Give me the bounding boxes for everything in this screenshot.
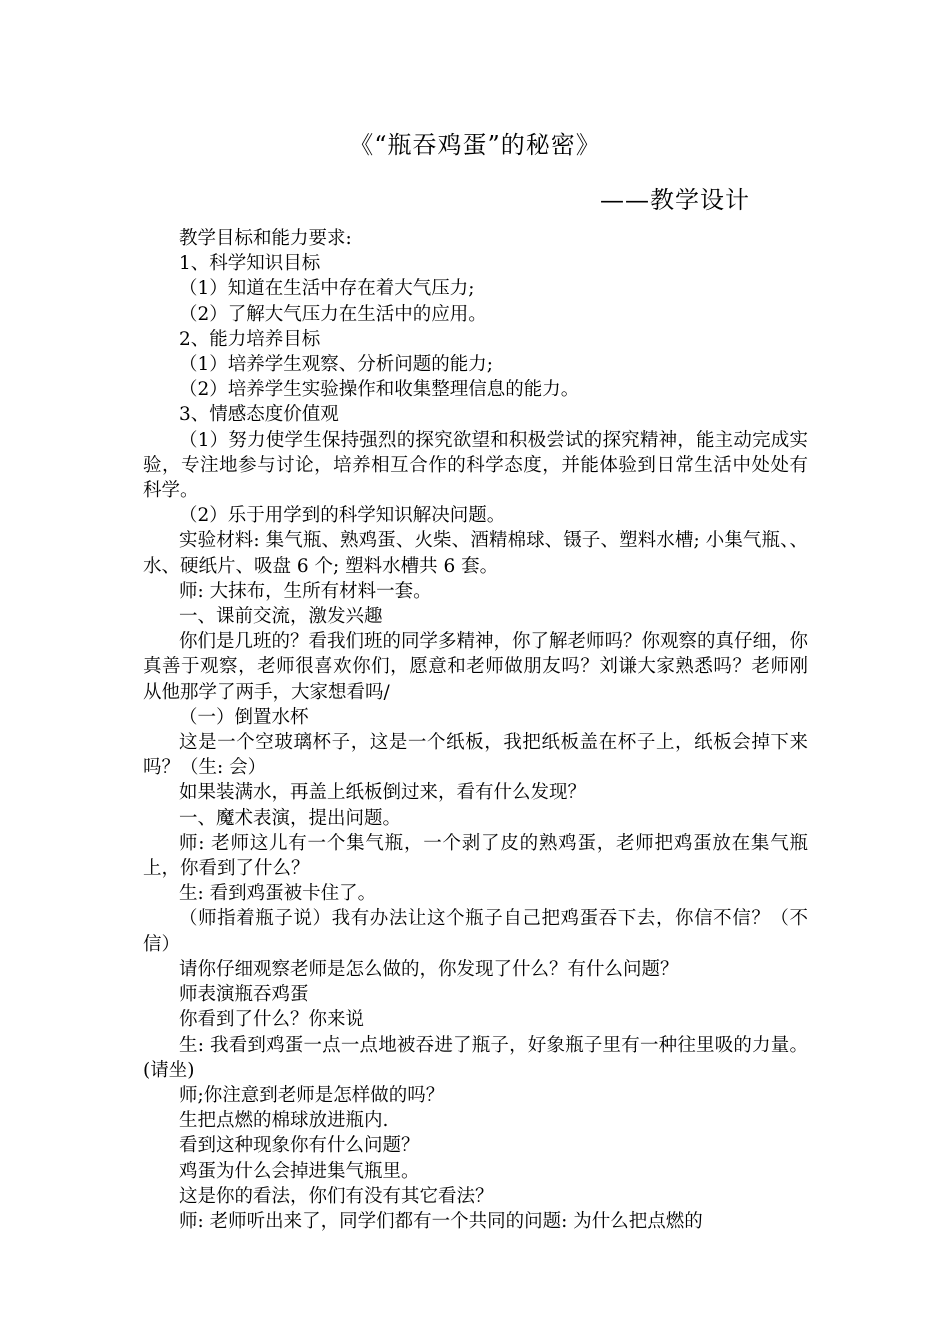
paragraph-why-egg: 鸡蛋为什么会掉进集气瓶里。 <box>179 1160 420 1182</box>
paragraph-ability-goal: 2、能力培养目标 <box>179 328 321 350</box>
paragraph-teacher-bottle: 师: 老师这儿有一个集气瓶，一个剥了皮的熟鸡蛋，老师把鸡蛋放在集气瓶上，你看到了什么？ <box>143 832 808 880</box>
paragraph-ability-1: （1）培养学生观察、分析问题的能力; <box>179 354 494 376</box>
paragraph-subsection-cup: （一）倒置水杯 <box>179 706 309 728</box>
document-body <box>143 226 808 1234</box>
paragraph-intro-talk: 你们是几班的？看我们班的同学多精神，你了解老师吗？你观察的真仔细，你真善于观察，老师很喜欢你们，愿意和老师做朋友吗？刘谦大家熟悉吗？老师刚从他那学了两手，大家想看吗/ <box>143 631 809 703</box>
paragraph-demo: 师表演瓶吞鸡蛋 <box>179 984 309 1006</box>
paragraph-emotion-2: （2）乐于用学到的科学知识解决问题。 <box>179 505 506 527</box>
paragraph-ability-2: （2）培养学生实验操作和收集整理信息的能力。 <box>179 379 580 401</box>
paragraph-what-seen: 你看到了什么？你来说 <box>179 1009 365 1031</box>
paragraph-section-magic: 一、魔术表演，提出问题。 <box>179 807 402 829</box>
paragraph-knowledge-goal: 1、科学知识目标 <box>179 253 321 275</box>
paragraph-cup-demo: 这是一个空玻璃杯子，这是一个纸板，我把纸板盖在杯子上，纸板会掉下来吗？（生: 会） <box>143 732 808 779</box>
paragraph-question: 看到这种现象你有什么问题？ <box>179 1135 420 1157</box>
paragraph-other-views: 这是你的看法，你们有没有其它看法？ <box>179 1185 494 1207</box>
paragraph-student-answer: 生: 我看到鸡蛋一点一点地被吞进了瓶子，好象瓶子里有一种往里吸的力量。(请坐) <box>143 1034 808 1081</box>
paragraph-section-1: 一、课前交流，激发兴趣 <box>179 606 383 628</box>
paragraph-observe: 请你仔细观察老师是怎么做的，你发现了什么？有什么问题？ <box>179 958 679 980</box>
paragraph-knowledge-1: （1）知道在生活中存在着大气压力; <box>179 278 475 300</box>
paragraph-student-cotton: 生把点燃的棉球放进瓶内. <box>179 1110 389 1132</box>
paragraph-student-stuck: 生: 看到鸡蛋被卡住了。 <box>179 883 377 905</box>
document-subtitle: ——教学设计 <box>600 186 750 214</box>
paragraph-knowledge-2: （2）了解大气压力在生活中的应用。 <box>179 303 487 325</box>
paragraph-common-question: 师: 老师听出来了，同学们都有一个共同的问题: 为什么把点燃的 <box>179 1210 703 1232</box>
paragraph-cup-water: 如果装满水，再盖上纸板倒过来，看有什么发现？ <box>179 782 587 804</box>
paragraph-objectives-heading: 教学目标和能力要求: <box>179 228 352 249</box>
paragraph-emotion-goal: 3、情感态度价值观 <box>179 404 339 426</box>
paragraph-teacher-materials: 师: 大抹布，生所有材料一套。 <box>179 580 432 602</box>
document-title: 《“瓶吞鸡蛋”的秘密》 <box>349 131 601 159</box>
paragraph-materials: 实验材料: 集气瓶、熟鸡蛋、火柴、酒精棉球、镊子、塑料水槽; 小集气瓶、、水、硬纸片、吸盘 6 个; 塑料水槽共 6 套。 <box>143 530 808 577</box>
paragraph-emotion-1: （1）努力使学生保持强烈的探究欲望和积极尝试的探究精神，能主动完成实验，专注地参与讨论，培养相互合作的科学态度，并能体验到日常生活中处处有科学。 <box>143 429 808 502</box>
paragraph-teacher-ask: 师;你注意到老师是怎样做的吗？ <box>179 1084 445 1106</box>
paragraph-teacher-claim: （师指着瓶子说）我有办法让这个瓶子自己把鸡蛋吞下去，你信不信？（不信） <box>143 908 808 955</box>
